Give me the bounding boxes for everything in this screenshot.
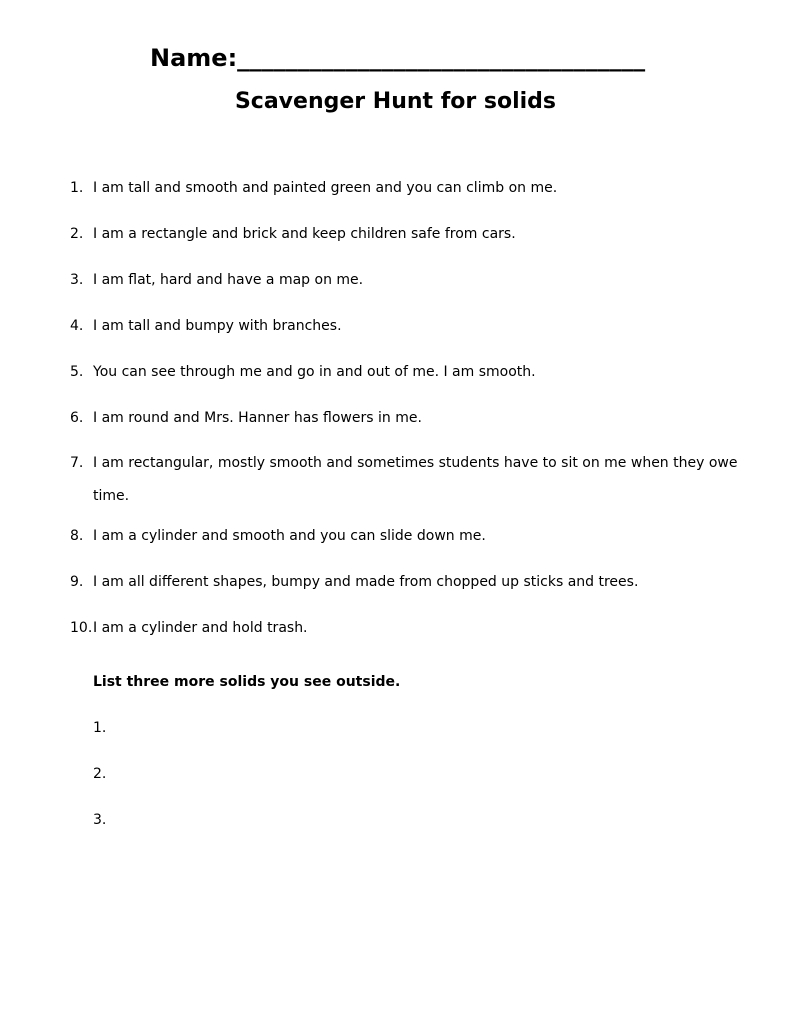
list-item <box>70 408 750 428</box>
item-number: 5. <box>70 364 84 380</box>
clue-list <box>70 178 750 664</box>
extra-heading: List three more solids you see outside. <box>93 674 401 690</box>
item-text: I am tall and bumpy with branches. <box>93 318 342 334</box>
item-text: I am flat, hard and have a map on me. <box>93 272 364 288</box>
item-number: 7. <box>70 455 84 471</box>
item-number: 1. <box>70 180 84 196</box>
item-number: 3. <box>70 272 84 288</box>
item-number: 9. <box>70 574 84 590</box>
extra-solids-section <box>93 672 693 830</box>
list-item <box>70 224 750 244</box>
item-number: 8. <box>70 528 84 544</box>
list-item <box>70 618 750 638</box>
item-number: 2. <box>70 226 84 242</box>
item-text: I am a cylinder and smooth and you can slide down me. <box>93 528 486 544</box>
list-item <box>70 362 750 382</box>
list-item <box>70 316 750 336</box>
name-field-label: Name:__________________________________ <box>150 44 646 72</box>
list-item <box>70 270 750 290</box>
item-number: 6. <box>70 410 84 426</box>
item-text: I am all different shapes, bumpy and made from chopped up sticks and trees. <box>93 574 639 590</box>
item-text: I am rectangular, mostly smooth and sometimes students have to sit on me when they owe time. <box>93 455 738 504</box>
item-text: I am a cylinder and hold trash. <box>93 620 308 636</box>
list-item <box>70 447 750 513</box>
blank-line: 1. <box>93 720 107 736</box>
list-item <box>70 178 750 198</box>
blank-line: 2. <box>93 766 107 782</box>
item-text: I am tall and smooth and painted green and you can climb on me. <box>93 180 558 196</box>
item-text: I am round and Mrs. Hanner has flowers in me. <box>93 410 422 426</box>
item-text: I am a rectangle and brick and keep children safe from cars. <box>93 226 516 242</box>
item-text: You can see through me and go in and out of me. I am smooth. <box>93 364 536 380</box>
list-item <box>70 572 750 592</box>
blank-line: 3. <box>93 812 107 828</box>
item-number: 10. <box>70 620 93 636</box>
page-title: Scavenger Hunt for solids <box>234 89 557 114</box>
item-number: 4. <box>70 318 84 334</box>
list-item <box>70 526 750 546</box>
